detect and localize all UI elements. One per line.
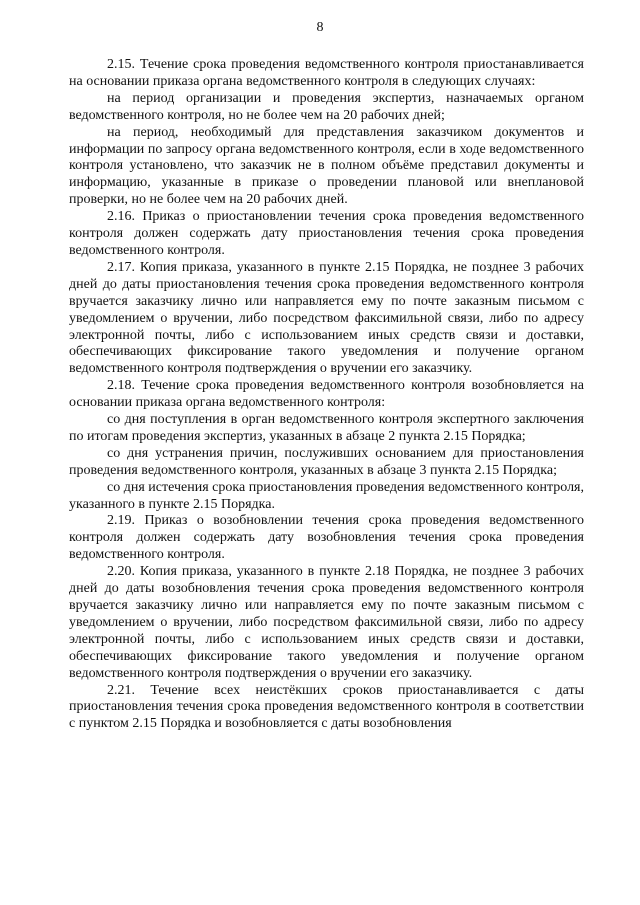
paragraph-2-18-case-3: со дня истечения срока приостановления проведения ведомственного контроля, указанного в пункте 2.15 Порядка. <box>69 479 584 512</box>
paragraph-2-18-case-2: со дня устранения причин, послуживших основанием для приостановления проведения ведомственного контроля, указанных в абзаце 3 пункта 2.15 Порядка; <box>69 445 584 478</box>
paragraph-2-18-case-1: со дня поступления в орган ведомственного контроля экспертного заключения по итогам проведения экспертиз, указанных в абзаце 2 пункта 2.15 Порядка; <box>69 412 584 444</box>
paragraph-2-17: 2.17. Копия приказа, указанного в пункте 2.15 Порядка, не позднее 3 рабочих дней до даты приостановления течения срока проведения ведомственного контроля вручается заказчику лично или направляется ему по почте заказным письмом с уведомлением о вручении, либо посредством факсимильной связи, либо по адресу электронной почты, либо с использованием иных средств связи и доставки, обеспечивающих фиксирование такого уведомления и получение органом ведомственного контроля подтверждения о вручении его заказчику. <box>69 259 584 377</box>
paragraph-2-19: 2.19. Приказ о возобновлении течения срока проведения ведомственного контроля должен содержать дату возобновления течения срока проведения ведомственного контроля. <box>69 513 584 563</box>
paragraph-2-16: 2.16. Приказ о приостановлении течения срока проведения ведомственного контроля должен содержать дату приостановления течения срока проведения ведомственного контроля. <box>69 209 584 258</box>
page-number: 8 <box>316 20 324 35</box>
paragraph-2-15-case-2: на период, необходимый для представления заказчиком документов и информации по запросу органа ведомственного контроля, если в ходе ведомственного контроля установлено, что заказчик не в полном объёме представил документы и информацию, указанные в приказе о проведении плановой или внеплановой проверки, но не более чем на 20 рабочих дней. <box>69 124 584 208</box>
paragraph-2-21: 2.21. Течение всех неистёкших сроков приостанавливается с даты приостановления течения срока проведения ведомственного контроля в соответствии с пунктом 2.15 Порядка и возобновляется с даты возобновления <box>69 682 584 732</box>
paragraph-2-18: 2.18. Течение срока проведения ведомственного контроля возобновляется на основании приказа органа ведомственного контроля: <box>69 378 584 411</box>
document-body <box>69 57 584 733</box>
paragraph-2-15-case-1: на период организации и проведения экспертиз, назначаемых органом ведомственного контроля, но не более чем на 20 рабочих дней; <box>69 90 584 123</box>
paragraph-2-20: 2.20. Копия приказа, указанного в пункте 2.18 Порядка, не позднее 3 рабочих дней до даты возобновления течения срока проведения ведомственного контроля вручается заказчику лично или направляется ему по почте заказным письмом с уведомлением о вручении, либо посредством факсимильной связи, либо по адресу электронной почты, либо с использованием иных средств связи и доставки, обеспечивающих фиксирование такого уведомления и получение органом ведомственного контроля подтверждения о вручении его заказчику. <box>69 564 584 681</box>
paragraph-2-15: 2.15. Течение срока проведения ведомственного контроля приостанавливается на основании приказа органа ведомственного контроля в следующих случаях: <box>69 57 584 89</box>
